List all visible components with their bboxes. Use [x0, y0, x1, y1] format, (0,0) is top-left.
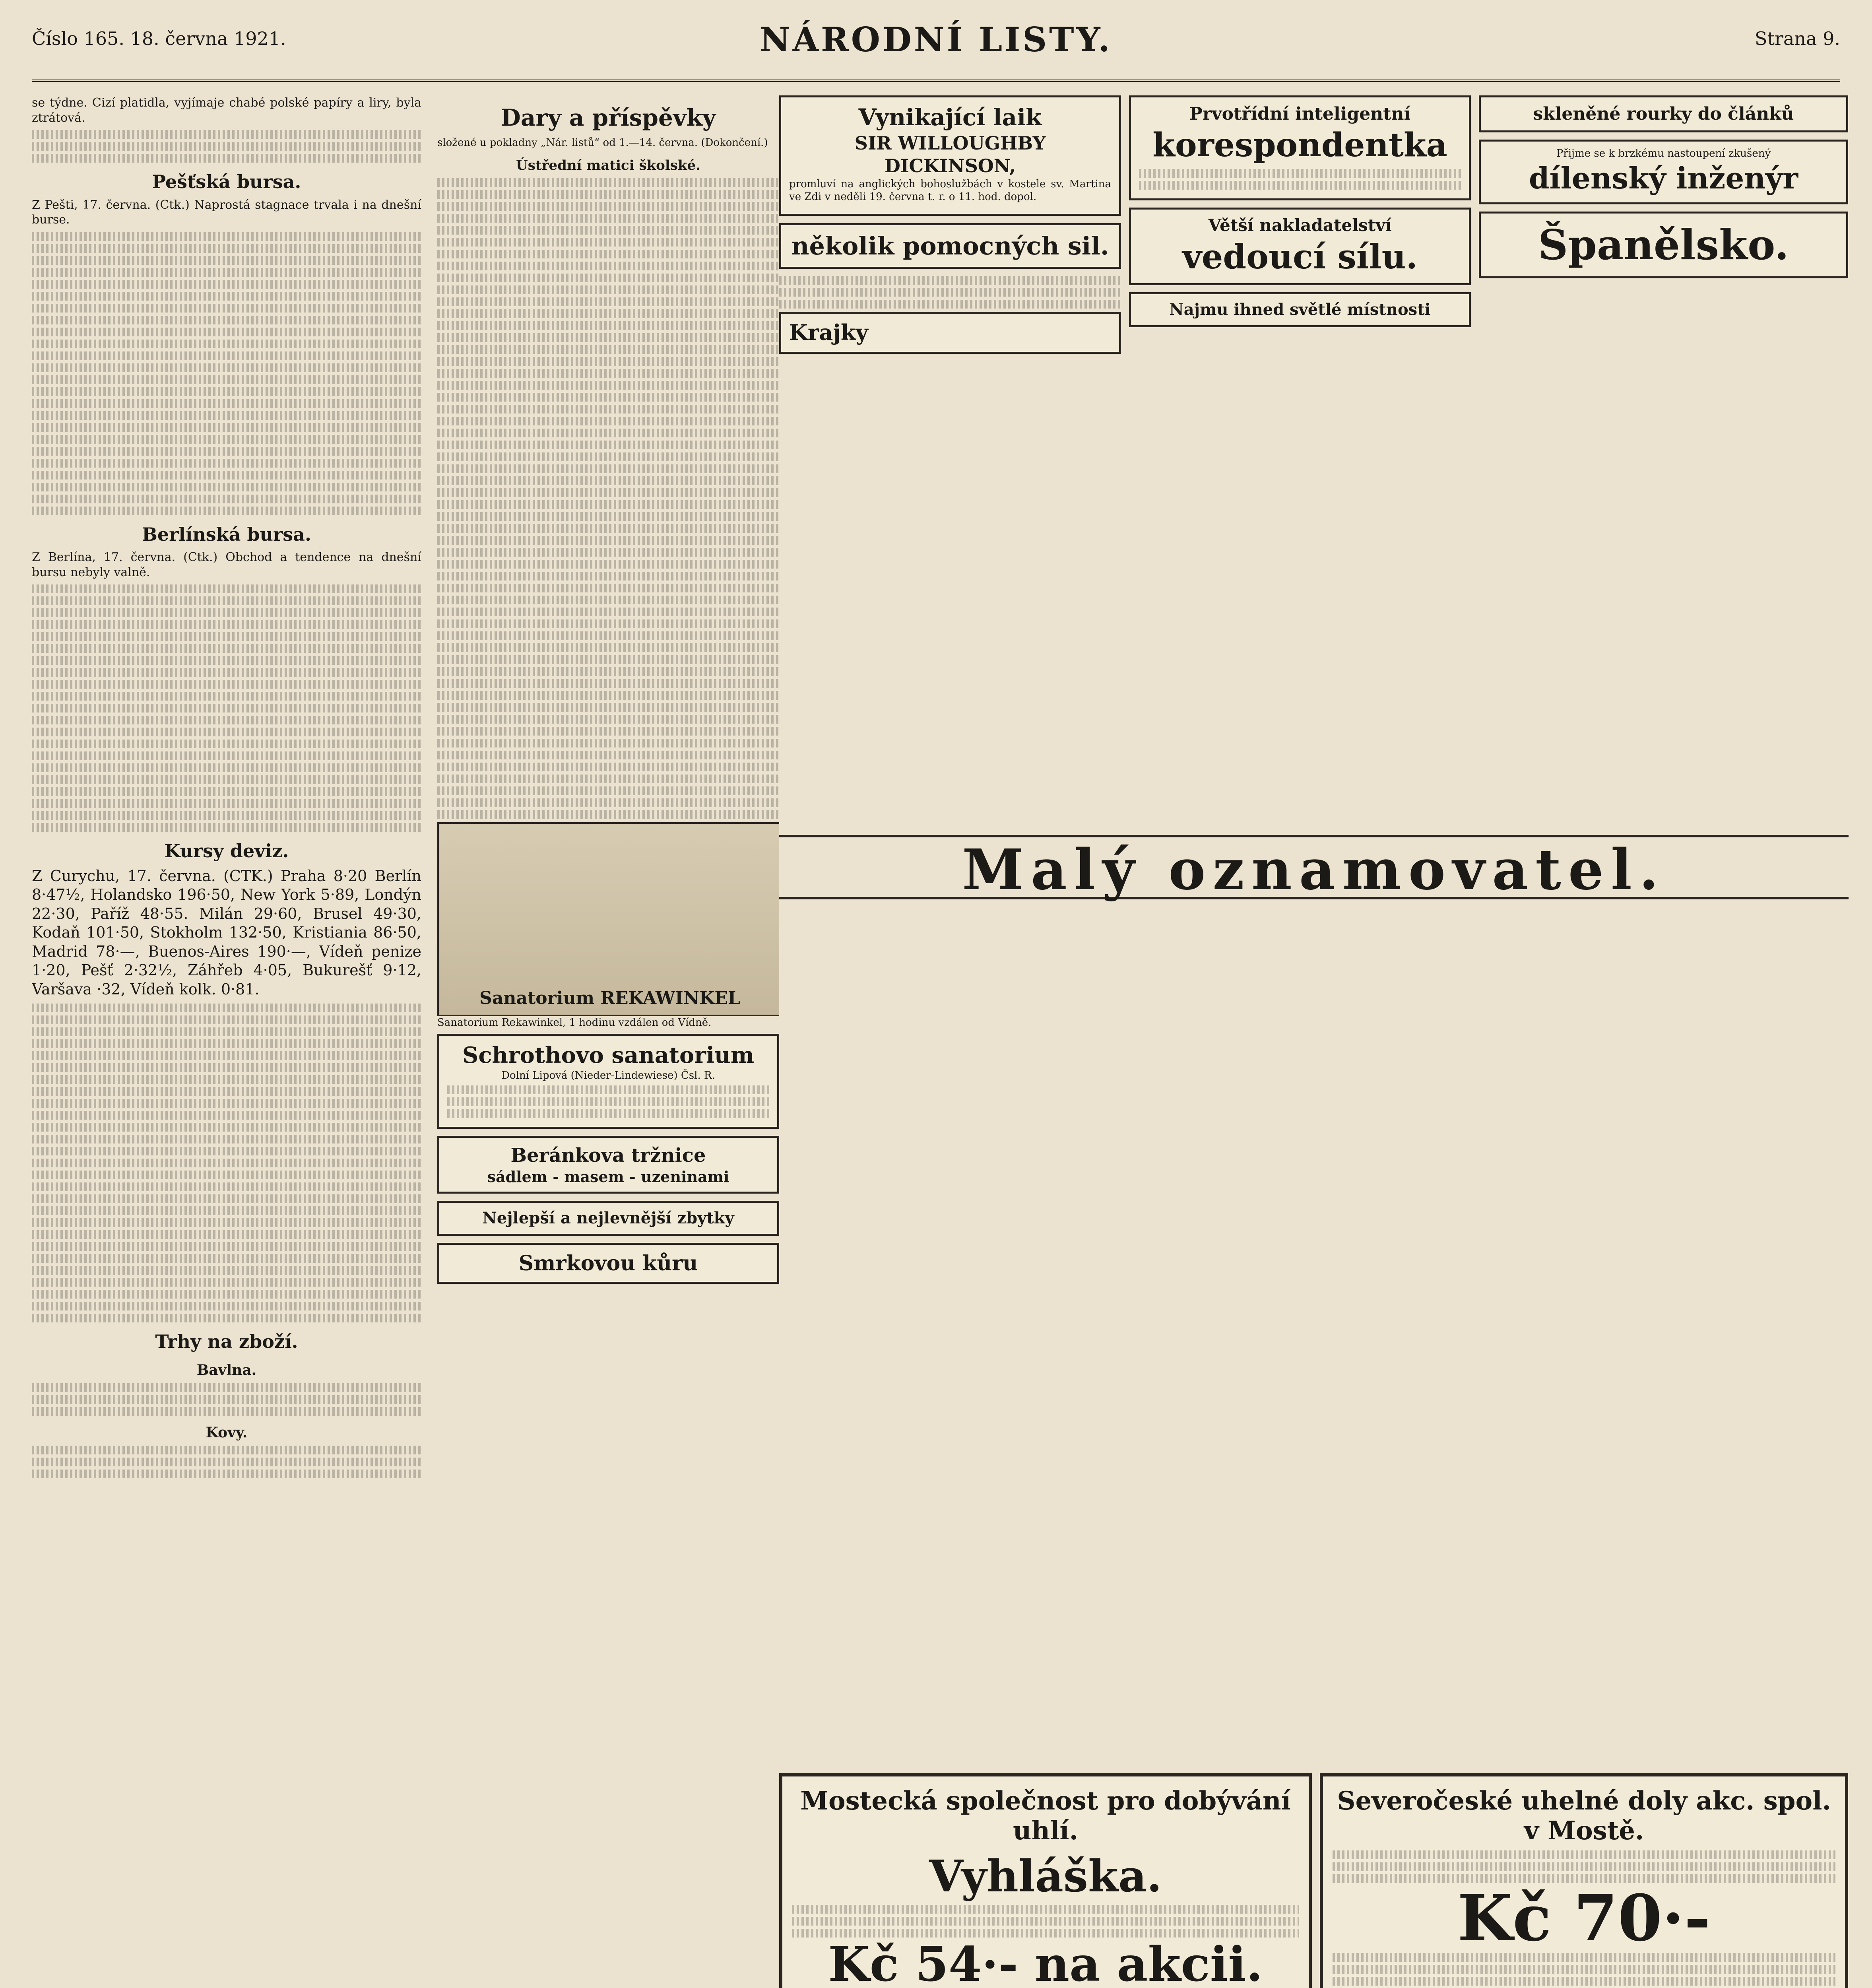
berlin-title: Berlínská bursa. [142, 523, 311, 545]
kovy-title: Kovy. [206, 1424, 248, 1441]
inzenyr-text: dílenský inženýr [1529, 161, 1798, 196]
sanatorium-illustration [437, 822, 779, 1016]
schroth-sub: Dolní Lipová (Nieder-Lindewiese) Čsl. R. [501, 1070, 715, 1081]
sanatorium-caption: Sanatorium REKAWINKEL [479, 988, 740, 1008]
dary-title: Dary a příspěvky [500, 104, 716, 131]
trhy-title: Trhy na zboží. [155, 1331, 298, 1352]
maly-oznamovatel-banner: Malý oznamovatel. [779, 835, 1849, 899]
skelnice-ad: skleněné rourky do článků [1479, 95, 1848, 132]
severoceske-notice [1320, 1773, 1848, 1988]
beran-title: Beránkova tržnice [510, 1144, 706, 1167]
sev-title: Severočeské uhelné doly akc. spol. v Mostě. [1337, 1786, 1831, 1846]
dary-sub: složené u pokladny „Nár. listů“ od 1.—14. června. (Dokončení.) [437, 136, 768, 149]
column-4 [1129, 95, 1471, 819]
kor-top: Prvotřídní inteligentní [1189, 104, 1411, 124]
laik-ad [779, 95, 1121, 216]
newspaper-page [16, 16, 1856, 1988]
pest-title: Pešťská bursa. [152, 171, 301, 192]
sanatorium-text: Sanatorium Rekawinkel, 1 hodinu vzdálen od Vídně. [437, 1016, 712, 1029]
kurzy-title: Kursy deviz. [164, 840, 289, 862]
mostecka-notice [779, 1773, 1312, 1988]
beran-text: sádlem - masem - uzeninami [487, 1167, 729, 1186]
vedouci-ad [1129, 208, 1471, 285]
schroth-ad [437, 1034, 779, 1129]
most-title: Mostecká společnost pro dobývání uhlí. [800, 1786, 1291, 1846]
laik-text: promluví na anglických bohoslužbách v kostele sv. Martina ve Zdi v neděli 19. června t. r. o 11. hod. dopol. [789, 178, 1111, 203]
issue-number: Číslo 165. 18. června 1921. [32, 28, 286, 49]
berlin-text: Z Berlína, 17. června. (Ctk.) Obchod a tendence na dnešní bursu nebyly valně. [32, 550, 421, 579]
column-5 [1479, 95, 1848, 819]
smrk-ad: Smrkovou kůru [437, 1243, 779, 1284]
column-gifts [437, 95, 779, 1988]
laik-title: Vynikající laik [858, 104, 1042, 131]
pomocnych-ad: několik pomocných sil. [779, 223, 1121, 269]
page-number: Strana 9. [1755, 28, 1840, 49]
vedouci-text: vedoucí sílu. [1182, 237, 1418, 276]
najmu-ad: Najmu ihned světlé místnosti [1129, 292, 1471, 327]
spanelsko-ad: Španělsko. [1479, 212, 1848, 278]
zbytky-ad: Nejlepší a nejlevnější zbytky [437, 1201, 779, 1236]
most-amount: Kč 54·- na akcii. [828, 1936, 1263, 1988]
kor-main: korespondentka [1152, 126, 1447, 164]
beran-ad [437, 1136, 779, 1194]
kurzy-text: Z Curychu, 17. června. (CTK.) Praha 8·20 Berlín 8·47½, Holandsko 196·50, New York 5·89, Londýn 22·30, Paříž 48·55. Milán 29·60, Brusel 49·30, Kodaň 101·50, Stokholm 132·50, Kristiania 86·50, Madrid 78·—, Buenos-Aires 190·—, Vídeň penize 1·20, Pešť 2·32½, Záhřeb 4·05, Bukurešť 9·12, Varšava ·32, Vídeň kolk. 0·81. [32, 867, 421, 998]
column-3 [779, 95, 1121, 819]
column-exchange [32, 95, 421, 1988]
pest-text: Z Pešti, 17. června. (Ctk.) Naprostá stagnace trvala i na dnešní burse. [32, 198, 421, 227]
inzenyr-pre: Přijme se k brzkému nastoupení zkušený [1556, 148, 1771, 159]
masthead-rule [32, 80, 1840, 82]
korespondentka-ad [1129, 95, 1471, 200]
vyhlaska: Vyhláška. [929, 1850, 1162, 1902]
col1-intro: se týdne. Cizí platidla, vyjímaje chabé polské papíry a liry, byla ztrátová. [32, 96, 421, 125]
vetsi-text: Větší nakladatelství [1208, 215, 1392, 235]
inzenyr-ad [1479, 140, 1848, 204]
sev-amount: Kč 70·- [1457, 1881, 1711, 1955]
schroth-title: Schrothovo sanatorium [462, 1042, 755, 1068]
krajky-ad: Krajky [779, 312, 1121, 354]
matice-title: Ústřední matici školské. [516, 157, 700, 173]
masthead [32, 16, 1840, 68]
paper-title: NÁRODNÍ LISTY. [759, 20, 1112, 59]
bavlna-title: Bavlna. [196, 1361, 257, 1378]
laik-brand: SIR WILLOUGHBY DICKINSON, [854, 132, 1046, 177]
